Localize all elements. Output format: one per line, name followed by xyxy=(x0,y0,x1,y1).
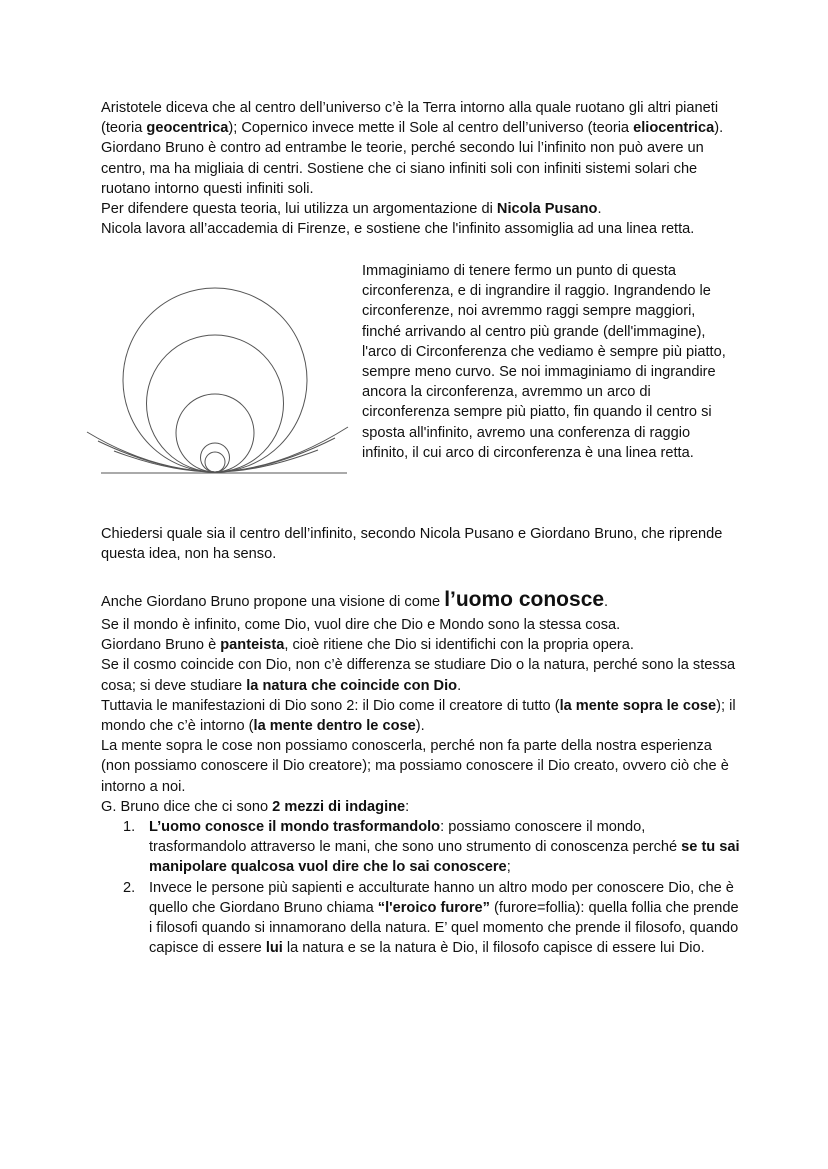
knowledge-section xyxy=(101,587,741,958)
bold-text: se tu sai manipolare qualcosa vuol dire che lo sai conoscere xyxy=(149,839,740,876)
heading-uomo-conosce: l’uomo conosce xyxy=(444,588,605,611)
text: la natura e se la natura è Dio, il filosofo capisce di essere lui Dio. xyxy=(282,940,705,957)
intro-section xyxy=(101,98,741,239)
text: ; xyxy=(506,859,511,876)
bold-mente-sopra: la mente sopra le cose xyxy=(559,697,717,714)
paragraph-theories xyxy=(101,98,741,138)
circles-figure-icon xyxy=(80,255,360,485)
list-number: 1. xyxy=(123,819,136,836)
bold-nicola-pusano: Nicola Pusano xyxy=(496,201,598,218)
list-item xyxy=(101,817,741,878)
bold-panteista: panteista xyxy=(220,637,285,654)
paragraph-cosmos xyxy=(101,655,741,695)
bold-eliocentrica: eliocentrica xyxy=(633,120,715,137)
text: Se il cosmo coincide con Dio, non c’è differenza se studiare Dio o la natura, perché sono la stessa cosa; si deve studiare xyxy=(101,657,736,694)
section-heading xyxy=(101,587,741,615)
text: Tuttavia le manifestazioni di Dio sono 2: il Dio come il creatore di tutto ( xyxy=(101,697,560,714)
text: ). xyxy=(714,120,724,137)
text: (furore=follia): quella follia che prende i filosofi quando si innamorano della natura. E’ quel momento che prende il filosofo, quando capisce di essere xyxy=(149,899,739,957)
paragraph-manifestations xyxy=(101,696,741,736)
paragraph-center-infinity: Chiedersi quale sia il centro dell’infinito, secondo Nicola Pusano e Giordano Bruno, che riprende questa idea, non ha senso. xyxy=(101,526,723,563)
text: : xyxy=(405,798,410,815)
bold-lui: lui xyxy=(265,940,283,957)
text: Anche Giordano Bruno propone una visione di come xyxy=(101,594,445,610)
bold-text: L’uomo conosce il mondo trasformandolo xyxy=(149,819,441,836)
paragraph-mind-above: La mente sopra le cose non possiamo conoscerla, perché non fa parte della nostra esperienza (non possiamo conoscere il Dio creatore); ma possiamo conoscere il Dio creato, ovvero ciò che è intorno a noi. xyxy=(101,738,729,795)
paragraph-two-means xyxy=(101,797,741,817)
paragraph-bruno-infinity: Giordano Bruno è contro ad entrambe le teorie, perché secondo lui l’infinito non può avere un centro, ma ha migliaia di centri. Sostiene che ci siano infiniti soli con infiniti sistemi solari che ruotano intorno questi infiniti soli. xyxy=(101,140,704,197)
text: . xyxy=(604,594,609,610)
text: Giordano Bruno è xyxy=(101,637,221,654)
text: . xyxy=(597,201,602,218)
text: ); il mondo che c’è intorno ( xyxy=(101,697,736,735)
list-number: 2. xyxy=(123,879,136,896)
text: G. Bruno dice che ci sono xyxy=(101,798,273,815)
text: Invece le persone più sapienti e acculturate hanno un altro modo per conoscere Dio, che è quello che Giordano Bruno chiama xyxy=(149,879,734,916)
text: Per difendere questa teoria, lui utilizza un argomentazione di xyxy=(101,201,497,218)
list-item xyxy=(101,878,741,959)
bold-mezzi-indagine: 2 mezzi di indagine xyxy=(272,798,406,815)
bold-geocentrica: geocentrica xyxy=(146,120,229,137)
text: . xyxy=(457,677,462,694)
paragraph-defense xyxy=(101,199,741,219)
text: : possiamo conoscere il mondo, trasformandolo attraverso le mani, che sono uno strumento di conoscenza perché xyxy=(149,819,682,856)
text: Aristotele diceva che al centro dell’universo c’è la Terra intorno alla quale ruotano gli altri pianeti (teoria xyxy=(101,100,719,137)
tangent-circles-diagram xyxy=(80,255,360,485)
figure-explanation: Immaginiamo di tenere fermo un punto di questa circonferenza, e di ingrandire il raggio. Ingrandendo le circonferenze, noi avremmo raggi sempre maggiori, finché arrivando al centro più grande (dell'immagine), l'arco di Circonferenza che vediamo è sempre più piatto, sempre meno curvo. Se noi immaginiamo di ingrandire ancora la circonferenza, avremmo un arco di circonferenza sempre più piatto, fin quando il centro si sposta all'infinito, avremo una conferenza di raggio infinito, il cui arco di circonferenza è una linea retta. xyxy=(362,263,726,461)
text: , cioè ritiene che Dio si identifichi con la propria opera. xyxy=(284,637,634,654)
bold-natura-dio: la natura che coincide con Dio xyxy=(246,677,458,694)
text: ). xyxy=(415,718,425,735)
center-question-section xyxy=(101,524,741,564)
paragraph-nicola: Nicola lavora all’accademia di Firenze, e sostiene che l'infinito assomiglia ad una linea retta. xyxy=(101,221,695,238)
bold-eroico-furore: “l'eroico furore” xyxy=(377,899,490,916)
paragraph-pantheist xyxy=(101,635,741,655)
paragraph-world-infinite: Se il mondo è infinito, come Dio, vuol dire che Dio e Mondo sono la stessa cosa. xyxy=(101,617,621,633)
bold-mente-dentro: la mente dentro le cose xyxy=(253,718,416,735)
means-list xyxy=(101,817,741,958)
text: ); Copernico invece mette il Sole al centro dell’universo (teoria xyxy=(228,120,634,137)
